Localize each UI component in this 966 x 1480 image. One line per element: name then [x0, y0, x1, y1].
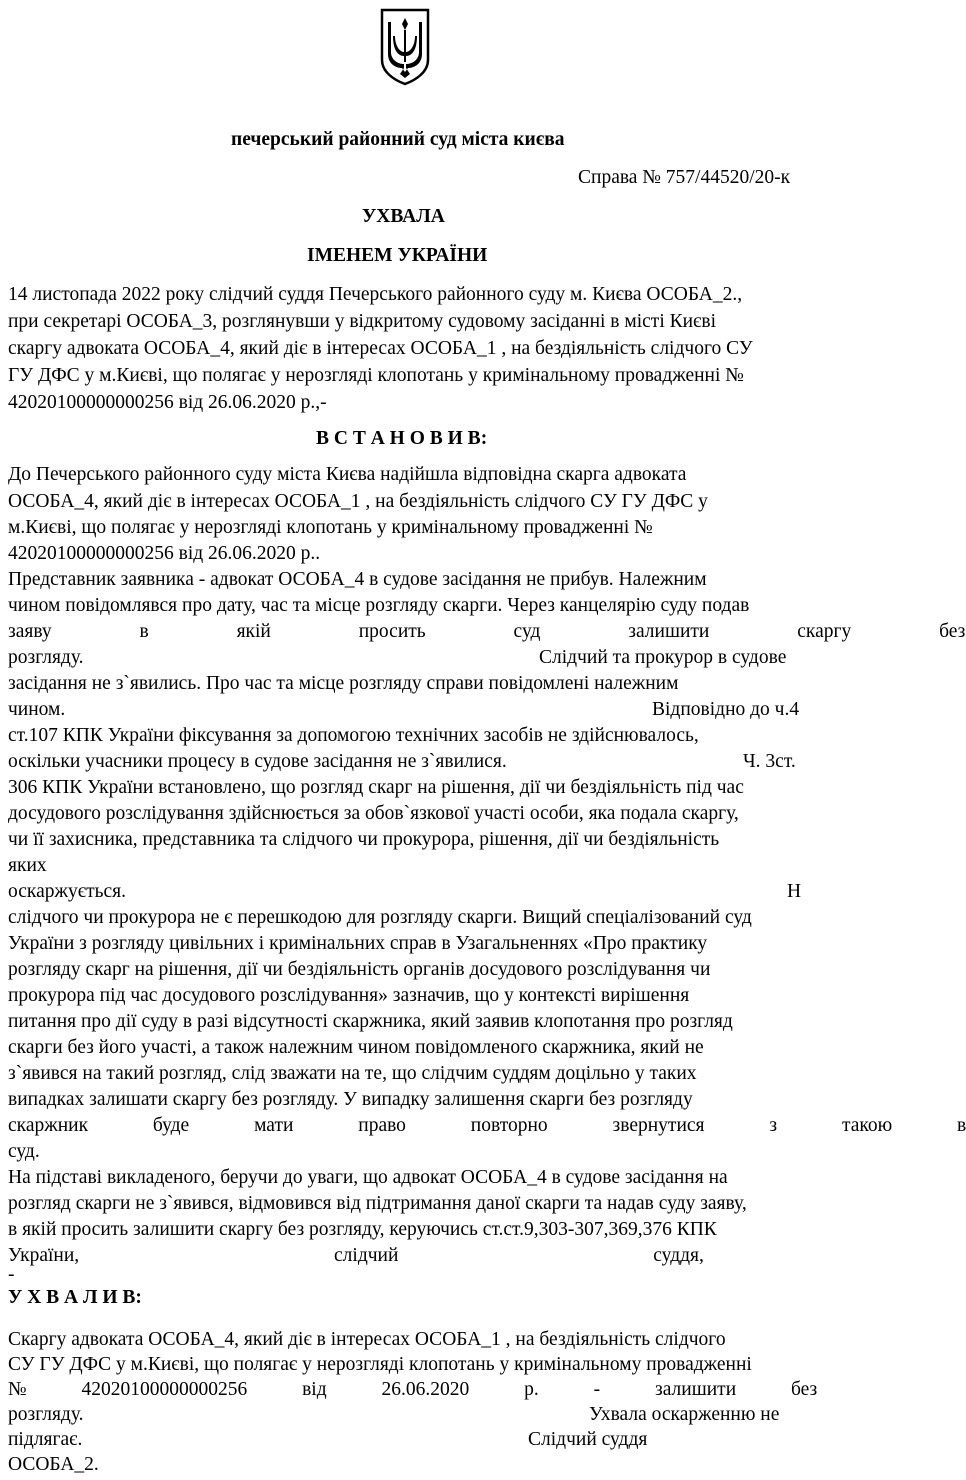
court-name: печерський районний суд міста києва — [231, 129, 565, 150]
text-line: розгляду. — [8, 647, 84, 668]
judge-signature-label: Слідчий суддя — [528, 1429, 648, 1450]
text-line: питання про дії суду в разі відсутності скаржника, який заявив клопотання про розгляд — [8, 1011, 733, 1032]
text-line: Скаргу адвоката ОСОБА_4, який діє в інтересах ОСОБА_1 , на бездіяльність слідчого — [8, 1329, 726, 1350]
text-line: - — [8, 1264, 15, 1285]
text-line: Н — [787, 881, 802, 902]
document-type: УХВАЛА — [362, 206, 445, 227]
text-line: СУ ГУ ДФС у м.Києві, що полягає у нерозгляді клопотань у кримінальному провадженні — [8, 1354, 752, 1375]
text-line: 42020100000000256 від 26.06.2020 р.. — [8, 543, 321, 564]
text-line: Представник заявника - адвокат ОСОБА_4 в судове засідання не прибув. Належним — [8, 569, 707, 590]
text-line: № 42020100000000256 від 26.06.2020 р. - залишити без — [8, 1379, 818, 1400]
text-line: Ч. 3ст. — [743, 751, 796, 772]
text-line: Слідчий та прокурор в судове — [539, 647, 787, 668]
intro-line: ГУ ДФС у м.Києві, що полягає у нерозгляді клопотань у кримінальному провадженні № — [8, 365, 744, 386]
in-name-heading: ІМЕНЕМ УКРАЇНИ — [307, 245, 488, 266]
text-line: слідчого чи прокурора не є перешкодою для розгляду скарги. Вищий спеціалізований суд — [8, 907, 752, 928]
text-line: ст.107 КПК України фіксування за допомогою технічних засобів не здійснювалось, — [8, 725, 699, 746]
text-line: оскаржується. — [8, 881, 126, 902]
intro-line: при секретарі ОСОБА_3, розглянувши у відкритому судовому засіданні в місті Києві — [8, 311, 717, 332]
text-line: заяву в якій просить суд залишити скаргу без — [8, 621, 966, 642]
established-heading: В С Т А Н О В И В: — [316, 428, 488, 449]
ukraine-coat-of-arms-icon — [378, 6, 432, 86]
text-line: Ухвала оскарженню не — [589, 1404, 780, 1425]
judge-name: ОСОБА_2. — [8, 1454, 99, 1475]
text-line: України, слідчий суддя, — [8, 1245, 704, 1266]
text-line: скарги без його участі, а також належним чином повідомленого скаржника, який не — [8, 1037, 704, 1058]
text-line: досудового розслідування здійснюється за обов`язкової участі особи, яка подала скаргу, — [8, 803, 739, 824]
text-line: розгляду. — [8, 1404, 84, 1425]
text-line: чи її захисника, представника та слідчого чи прокурора, рішення, дії чи бездіяльність — [8, 829, 720, 850]
ruled-heading: У Х В А Л И В: — [8, 1287, 142, 1308]
case-number: Справа № 757/44520/20-к — [578, 167, 791, 188]
text-line: підлягає. — [8, 1429, 83, 1450]
text-line: 306 КПК України встановлено, що розгляд скарг на рішення, дії чи бездіяльність під час — [8, 777, 744, 798]
text-line: розгляд скарги не з`явився, відмовився від підтримання даної скарги та надав суду заяву, — [8, 1193, 747, 1214]
text-line: Відповідно до ч.4 — [652, 699, 800, 720]
intro-line: скаргу адвоката ОСОБА_4, який діє в інтересах ОСОБА_1 , на бездіяльність слідчого СУ — [8, 338, 753, 359]
text-line: розгляду скарг на рішення, дії чи бездіяльність органів досудового розслідування чи — [8, 959, 711, 980]
text-line: прокурора під час досудового розслідування» зазначив, що у контексті вирішення — [8, 985, 690, 1006]
text-line: оскільки учасники процесу в судове засідання не з`явилися. — [8, 751, 507, 772]
text-line: скаржник буде мати право повторно звернутися з такою в — [8, 1115, 966, 1136]
text-line: м.Києві, що полягає у нерозгляді клопотань у кримінальному провадженні № — [8, 517, 653, 538]
text-line: До Печерського районного суду міста Києва надійшла відповідна скарга адвоката — [8, 464, 687, 485]
text-line: випадках залишати скаргу без розгляду. У випадку залишення скарги без розгляду — [8, 1089, 693, 1110]
text-line: яких — [8, 855, 47, 876]
text-line: в якій просить залишити скаргу без розгляду, керуючись ст.ст.9,303-307,369,376 КПК — [8, 1219, 717, 1240]
text-line: ОСОБА_4, який діє в інтересах ОСОБА_1 , на бездіяльність слідчого СУ ГУ ДФС у — [8, 491, 708, 512]
text-line: На підставі викладеного, беручи до уваги, що адвокат ОСОБА_4 в судове засідання на — [8, 1167, 728, 1188]
text-line: суд. — [8, 1141, 40, 1162]
text-line: України з розгляду цивільних і кримінальних справ в Узагальненнях «Про практику — [8, 933, 708, 954]
intro-line: 42020100000000256 від 26.06.2020 р.,- — [8, 392, 327, 413]
text-line: чином. — [8, 699, 66, 720]
intro-line: 14 листопада 2022 року слідчий суддя Печерського районного суду м. Києва ОСОБА_2., — [8, 284, 743, 305]
text-line: чином повідомлявся про дату, час та місце розгляду скарги. Через канцелярію суду подав — [8, 595, 750, 616]
text-line: засідання не з`явились. Про час та місце розгляду справи повідомлені належним — [8, 673, 679, 694]
text-line: з`явився на такий розгляд, слід зважати на те, що слідчим суддям доцільно у таких — [8, 1063, 697, 1084]
